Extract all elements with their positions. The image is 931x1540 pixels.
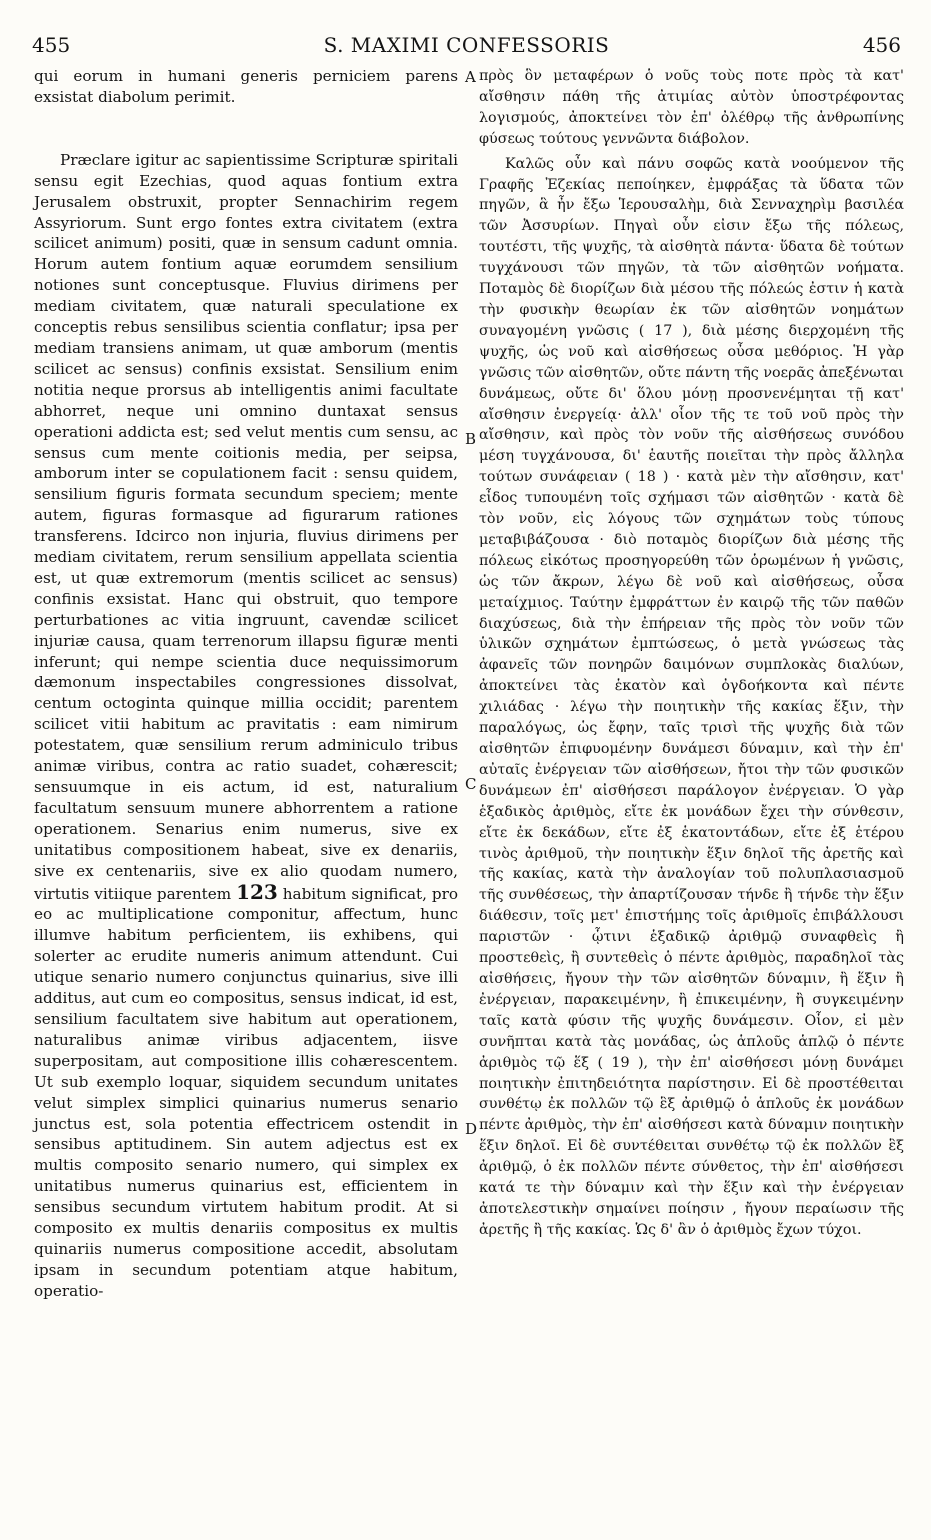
section-letter-a: A <box>465 68 476 86</box>
greek-paragraph-2: Καλῶς οὖν καὶ πάνυ σοφῶς κατὰ νοούμενον τῆς Γραφῆς Ἐζεκίας πεποίηκεν, ἐμφράξας τὰ ὕδατα τῶν πηγῶν, ἃ ἦν ἔξω Ἱερουσαλὴμ, διὰ Σενναχηρὶμ βασιλέα τῶν Ἀσσυρίων. Πηγαὶ οὖν εἰσιν ἔξω τῆς πόλεως, τουτέστι, τῆς ψυχῆς, τὰ αἰσθητὰ πάντα· ὕδατα δὲ τούτων τυγχάνουσι τῶν πηγῶν, τὰ τῶν αἰσθητῶν νοήματα. Ποταμὸς δὲ διορίζων διὰ μέσου τῆς πόλεώς ἐστιν ἡ κατὰ τὴν φυσικὴν θεωρίαν ἐκ τῶν αἰσθητῶν νοημάτων συναγομένη γνῶσις ( 17 ), διὰ μέσης διερχομένη τῆς ψυχῆς, ὡς νοῦ καὶ αἰσθήσεως οὖσα μεθόριος. Ἡ γὰρ γνῶσις τῶν αἰσθητῶν, οὔτε πάντη τῆς νοερᾶς ἀπεξένωται δυνάμεως, οὔτε δι' ὅλου μόνῃ προσνενέμηται τῇ κατ' αἴσθησιν ἐνεργείᾳ· ἀλλ' οἷον τῆς τε τοῦ νοῦ πρὸς τὴν αἴσθησιν, καὶ πρὸς τὸν νοῦν τῆς αἰσθήσεως συνόδου μέση τυγχάνουσα, δι' ἑαυτῆς ποιεῖται τὴν πρὸς ἄλληλα τούτων συνάφειαν ( 18 ) · κατὰ μὲν τὴν αἴσθησιν, κατ' εἶδος τυπουμένη τοῖς σχήμασι τῶν αἰσθητῶν · κατὰ δὲ τὸν νοῦν, εἰς λόγους τῶν σχημάτων τοὺς τύπους μεταβιβάζουσα · διὸ ποταμὸς διορίζων διὰ μέσης τῆς πόλεως εἰκότως προσηγορεύθη τῶν ὁρωμένων ἡ γνῶσις, ὡς τῶν ἄκρων, λέγω δὲ νοῦ καὶ αἰσθήσεως, οὖσα μεταίχμιος. Ταύτην ἐμφράττων ἐν καιρῷ τῆς τῶν παθῶν διαχύσεως, διὰ τὴν ἐπήρειαν τῆς πρὸς τὸν νοῦν τῶν ὑλικῶν σχημάτων ἐμπτώσεως, ὁ μετὰ γνώσεως τὰς ἀφανεῖς τῶν πονηρῶν δαιμόνων συμπλοκὰς διαλύων, ἀποκτείνει τὰς ἑκατὸν καὶ ὀγδοήκοντα καὶ πέντε χιλιάδας · λέγω τὴν ποιητικὴν τῆς κακίας ἕξιν, τὴν παραλόγως, ὡς ἔφην, ταῖς τρισὶ τῆς ψυχῆς διὰ τῶν αἰσθητῶν ἐπιφυομένην δυνάμεσι δύναμιν, καὶ τὴν ἐπ' αὐταῖς ἐνέργειαν τῶν αἰσθήσεων, ἤτοι τὴν τῶν φυσικῶν δυνάμεων ἐπ' αἰσθήσεσι παράλογον ἐνέργειαν. Ὁ γὰρ ἑξαδικὸς ἀριθμὸς, εἴτε ἐκ μονάδων ἔχει τὴν σύνθεσιν, εἴτε ἐκ δεκάδων, εἴτε ἐξ ἑκατοντάδων, εἴτε ἐξ ἑτέρου τινὸς ἀριθμοῦ, τὴν ποιητικὴν ἕξιν δηλοῖ τῆς ἀρετῆς καὶ τῆς κακίας, κατὰ τὴν ἀναλογίαν τοῦ πολυπλασιασμοῦ τῆς συνθέσεως, τὴν ἀπαρτίζουσαν τήνδε ἢ τήνδε τὴν ἕξιν διάθεσιν, τοῖς μετ' ἐπιστήμης τοῖς ἀριθμοῖς ἐπιβάλλουσι παριστῶν · ᾧτινι ἑξαδικῷ ἀριθμῷ συναφθεὶς ἢ προστεθεὶς, ἢ συντεθεὶς ὁ πέντε ἀριθμὸς, παραδηλοῖ τὰς αἰσθήσεις, ἤγουν τὴν τῶν αἰσθητῶν δύναμιν, ἢ ἕξιν ἢ ἐνέργειαν, παρακειμένην, ἢ ἐπικειμένην, ἢ συγκειμένην ταῖς κατὰ φύσιν τῆς ψυχῆς δυνάμεσιν. Οἷον, εἰ μὲν συνῆπται κατὰ τὰς μονάδας, ὡς ἁπλοῦς ἁπλῷ ὁ πέντε ἀριθμὸς τῷ ἕξ ( 19 ), τὴν ἐπ' αἰσθήσεσι μόνῃ δυνάμει ποιητικὴν ἐπιτηδειότητα παρίστησιν. Εἰ δὲ προστέθειται συνθέτῳ ἐκ πολλῶν τῷ ἓξ ἀριθμῷ ὁ ἁπλοῦς ἐκ μονάδων πέντε ἀριθμὸς, τὴν ἐπ' αἰσθήσεσι κατὰ δύναμιν ποιητικὴν ἕξιν δηλοῖ. Εἰ δὲ συντέθειται συνθέτῳ τῷ ἐκ πολλῶν ἓξ ἀριθμῷ, ὁ ἐκ πολλῶν πέντε σύνθετος, τὴν ἐπ' αἰσθήσεσι κατά τε τὴν δύναμιν καὶ τὴν ἕξιν καὶ τὴν ἐνέργειαν ἀποτελεστικὴν σημαίνει ποίησιν , ἤγουν περαίωσιν τῆς ἀρετῆς ἢ τῆς κακίας. Ὡς δ' ἂν ὁ ἀριθμὸς ἔχων τύχοι. <box>479 155 904 1238</box>
section-letter-c: C <box>465 775 477 793</box>
latin-paragraph-2-text: Præclare igitur ac sapientissime Scripturæ spiritali sensu egit Ezechias, quod aquas fontium extra Jerusalem obstruxit, propter Sennachirim regem Assyriorum. Sunt ergo fontes extra civitatem (extra scilicet animum) positi, quæ in sensum cadunt omnia. Horum autem fontium aquæ eorumdem sensilium notiones sunt conceptusque. Fluvius dirimens per mediam civitatem, quæ naturali speculatione ex conceptis rebus sensilibus scientia conflatur; ipsa per mediam transiens animam, ut quæ amborum (mentis scilicet ac sensus) confinis exsistat. Sensilium enim notitia neque prorsus ab intelligentis animi facultate abhorret, neque uni omnino duntaxat sensus operationi addicta est; sed velut mentis cum sensu, ac sensus cum mente coitionis media, per seipsa, amborum inter se copulationem facit : sensu quidem, sensilium figuris formata secundum speciem; mente autem, figuras formasque ad figurarum rationes transferens. Idcirco non injuria, fluvius dirimens per mediam civitatem, rerum sensilium appellata scientia est, ut quæ extremorum (mentis scilicet ac sensus) confinis exsistat. Hanc qui obstruit, quo tempore perturbationes ac vitia ingruunt, cavendæ scilicet injuriæ causa, quam terrenorum illapsu figuræ menti inferunt; qui nempe scientia duce nequissimorum dæmonum inspectabiles congressiones dissolvat, centum octoginta quinque millia occidit; parentem scilicet vitii habitum ac pravitatis : eam nimirum potestatem, quæ sensilium rerum adminiculo tribus animæ viribus, contra ac ratio suadet, cohærescit; sensuumque in eis actum, id est, naturalium facultatum sensuum munere abhorrentem a ratione operationem. Senarius enim numerus, sive ex unitatibus compositionem habeat, sive ex denariis, sive ex centenariis, sive ex alio quodam numero, virtutis vitiique parentem <box>34 150 458 903</box>
latin-paragraph-2-continued: habitum significat, pro eo ac multiplicatione componitur, affectum, hunc illumve habitum perficientem, iis exhibens, qui solerter ac erudite numeris animum attendunt. Cui utique senario numero conjunctus quinarius, sive illi additus, aut cum eo compositus, sensus indicat, id est, sensilium facultatem sive habitum aut operationem, naturalibus animæ viribus adjacentem, iisve superpositam, aut compositione illis cohærescentem. Ut sub exemplo loquar, siquidem secundum unitates velut simplex simplici quinarius numerus senario junctus est, sola potentia effectricem ostendit in sensibus aptitudinem. Sin autem adjectus est ex multis composito senario numero, qui simplex ex unitatibus numerus quinarius est, efficientem in sensibus secundum virtutem habitum prodit. At si composito ex multis denariis compositus ex multis quinariis numerus compositione accedit, absolutam ipsam in secundum potentiam atque habitum, operatio- <box>34 884 459 1300</box>
page-header <box>32 33 901 63</box>
page-number-right: 456 <box>862 33 901 57</box>
latin-paragraph-1: qui eorum in humani generis perniciem parens exsistat diabolum perimit. <box>34 67 458 106</box>
page-number-left: 455 <box>32 33 71 57</box>
greek-column <box>479 66 904 1241</box>
latin-paragraph-2 <box>34 150 458 1302</box>
latin-column <box>34 66 458 1302</box>
section-letter-d: D <box>465 1120 478 1138</box>
column-number-marker: 123 <box>236 879 278 904</box>
section-letter-b: B <box>465 430 477 448</box>
greek-paragraph-1: πρὸς ὃν μεταφέρων ὁ νοῦς τοὺς ποτε πρὸς τὰ κατ' αἴσθησιν πάθη τῆς ἀτιμίας αὐτὸν ὑποστρέφοντας λογισμούς, ἀποκτείνει τὸν ἐπ' ὀλέθρῳ τῆς ἀνθρωπίνης φύσεως τούτους γεννῶντα διάβολον. <box>479 68 904 147</box>
running-title: S. MAXIMI CONFESSORIS <box>323 33 610 57</box>
